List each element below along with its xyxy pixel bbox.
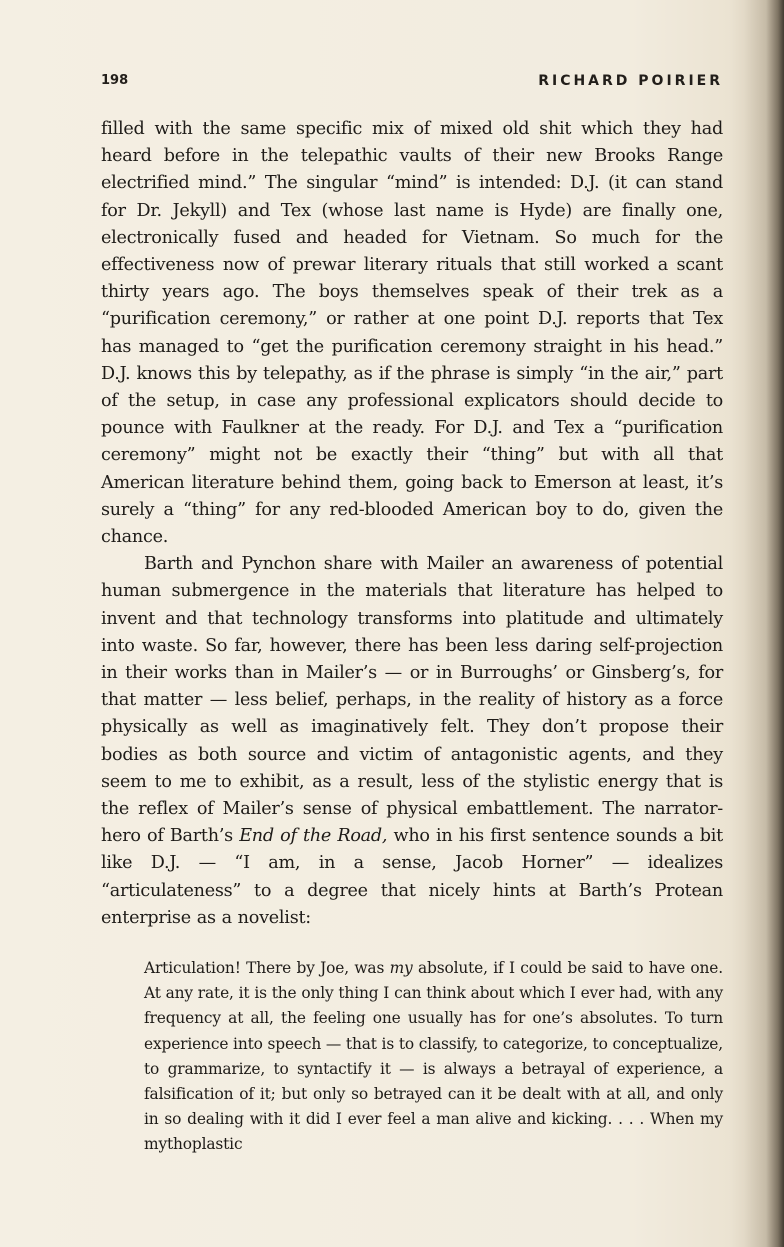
paragraph-text-after-title: who in his first sentence sounds a bit like D.J. — “I am, in a sense, Jacob Horner” — idealizes “articulateness” to a degree that nicely hints at Barth’s Protean enterprise as a novelist: — [101, 826, 723, 928]
running-head: RICHARD POIRIER — [538, 73, 723, 89]
quotation-italic-word: my — [389, 959, 413, 977]
book-title-italic: End of the Road, — [239, 826, 388, 847]
quotation-text-rest: absolute, if I could be said to have one. At any rate, it is the only thing I can think about which I ever had, with any frequency at all, the feeling one usually has for one’s absolutes. To turn experience into speech — that is to classify, to categorize, to conceptualize, to grammarize, to syntactify it — is always a betrayal of experience, a falsification of it; but only so betrayed can it be dealt with at all, and only in so dealing with it did I ever feel a man alive and kicking. . . . When my mythoplastic — [144, 959, 724, 1154]
quotation-text-start: Articulation! There by Joe, was — [144, 959, 390, 977]
page-edge-shadow — [744, 0, 784, 1247]
body-text — [101, 116, 723, 932]
paragraph-continuation: filled with the same specific mix of mixed old shit which they had heard before in the telepathic vaults of their new Brooks Range electrified mind.” The singular “mind” is intended: D.J. (it can stand for Dr. Jekyll) and Tex (whose last name is Hyde) are finally one, electronically fused and headed for Vietnam. So much for the effectiveness now of prewar literary rituals that still worked a scant thirty years ago. The boys themselves speak of their trek as a “purification ceremony,” or rather at one point D.J. reports that Tex has managed to “get the purification ceremony straight in his head.” D.J. knows this by telepathy, as if the phrase is simply “in the air,” part of the setup, in case any professional explicators should decide to pounce with Faulkner at the ready. For D.J. and Tex a “purification ceremony” might not be exactly their “thing” but with all that American literature behind them, going back to Emerson at least, it’s surely a “thing” for any red-blooded American boy to do, given the chance. — [101, 119, 723, 548]
paragraph-text-before-title: Barth and Pynchon share with Mailer an awareness of potential human submergence in the materials that literature has helped to invent and that technology transforms into platitude and ultimately into waste. So far, however, there has been less daring self-projection in their works than in Mailer’s — or in Burroughs’ or Ginsberg’s, for that matter — less belief, perhaps, in the reality of history as a force physically as well as imaginatively felt. They don’t propose their bodies as both source and victim of antagonistic agents, and they seem to me to exhibit, as a result, less of the stylistic energy that is the reflex of Mailer’s sense of physical embattlement. The narrator-hero of Barth’s — [101, 554, 723, 847]
block-quotation — [144, 956, 723, 1158]
page-number: 198 — [101, 73, 129, 88]
quotation-paragraph — [144, 956, 723, 1158]
paragraph-barth-pynchon — [101, 551, 723, 932]
page-header — [101, 73, 723, 95]
